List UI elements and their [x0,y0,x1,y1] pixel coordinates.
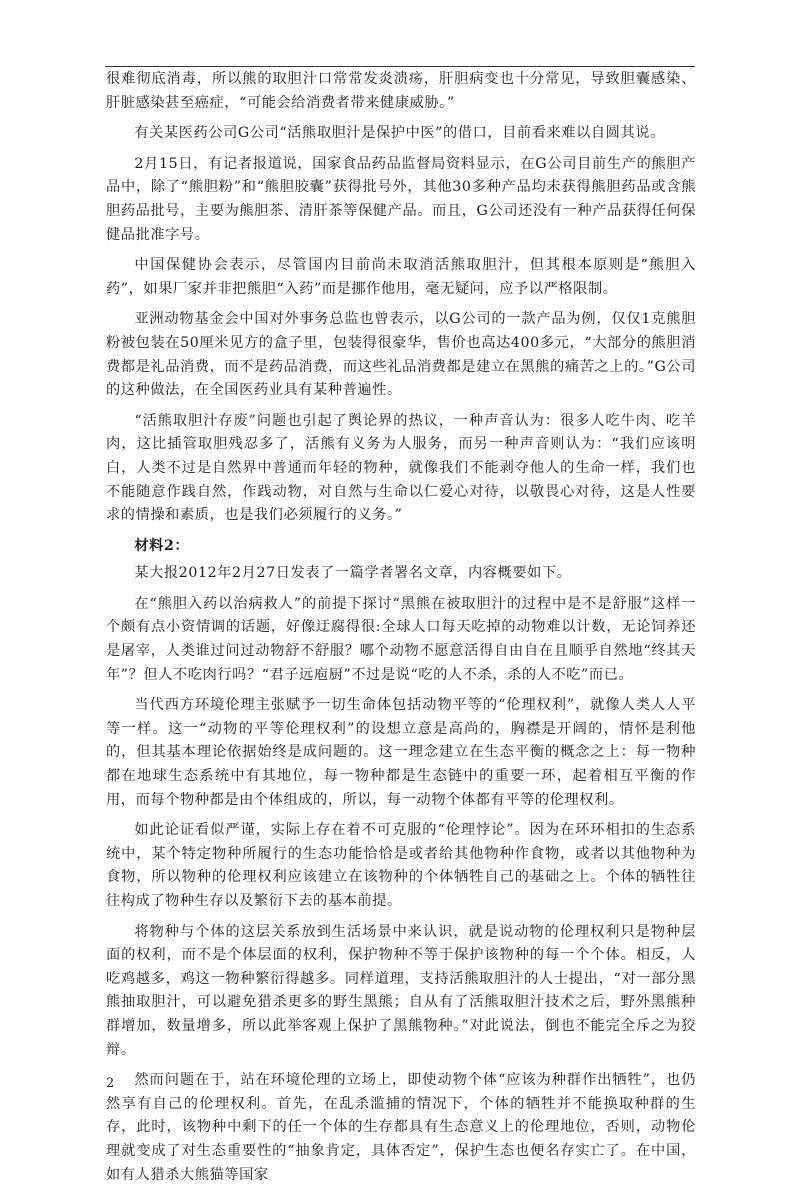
paragraph: 某大报2012年2月27日发表了一篇学者署名文章，内容概要如下。 [134,565,572,582]
header-rule [105,66,695,67]
paragraph: 中国保健协会表示，尽管国内目前尚未取消活熊取胆汁，但其根本原则是“熊胆入药”，如果厂家并非把熊胆“入药”而是挪作他用，毫无疑问，应予以严格限制。 [106,257,696,297]
paragraph: 亚洲动物基金会中国对外事务总监也曾表示，以G公司的一款产品为例，仅仅1克熊胆粉被包装在50厘米见方的盒子里，包装得很豪华，售价也高达400多元，“大部分的熊胆消费都是礼品消费，而不是药品消费，而这些礼品消费都是建立在黑熊的痛苦之上的。”G公司的这种做法，在全国医药业具有某种普遍性。 [106,311,696,399]
section-heading: 材料2： [134,537,190,554]
paragraph: 如此论证看似严谨，实际上存在着不可克服的“伦理悖论”。因为在环环相扣的生态系统中，某个特定物种所履行的生态功能恰恰是或者给其他物种作食物，或者以其他物种为食物，所以物种的伦理权利应该建立在该物种的个体牺牲自己的基础之上。个体的牺牲往往构成了物种生存以及繁衍下去的基本前提。 [106,822,696,909]
paragraph: 将物种与个体的这层关系放到生活场景中来认识，就是说动物的伦理权利只是物种层面的权利，而不是个体层面的权利，保护物种不等于保护该物种的每一个个体。相反，人吃鸡越多，鸡这一物种繁衍得越多。同样道理，支持活熊取胆汁的人士提出，“对一部分黑熊抽取胆汁，可以避免猎杀更多的野生黑熊；自从有了活熊取胆汁技术之后，野外黑熊种群增加，数量增多，所以此举客观上保护了黑熊物种。”对此说法，倒也不能完全斥之为狡辩。 [106,923,696,1058]
page-content [106,68,696,1194]
page-number: 2 [106,1076,115,1091]
paragraph: 有关某医药公司G公司“活熊取胆汁是保护中医”的借口，目前看来难以自圆其说。 [134,125,665,142]
paragraph: 很难彻底消毒，所以熊的取胆汁口常常发炎溃疡，肝胆病变也十分常见，导致胆囊感染、肝脏感染甚至癌症，“可能会给消费者带来健康威胁。” [106,71,696,111]
paragraph: 当代西方环境伦理主张赋予一切生命体包括动物平等的“伦理权利”，就像人类人人平等一样。这一“动物的平等伦理权利”的设想立意是高尚的，胸襟是开阔的，情怀是利他的，但其基本理论依据始终是成问题的。这一理念建立在生态平衡的概念之上：每一物种都在地球生态系统中有其地位，每一物种都是生态链中的重要一环，起着相互平衡的作用，而每个物种都是由个体组成的，所以，每一动物个体都有平等的伦理权利。 [106,697,696,808]
paragraph: 然而问题在于，站在环境伦理的立场上，即使动物个体“应该为种群作出牺牲”，也仍然享有自己的伦理权利。首先，在乱杀滥捕的情况下，个体的牺牲并不能换取种群的生存，此时，该物种中剩下的任一个体的生存都具有生态意义上的伦理地位，否则，动物伦理就变成了对生态重要性的“抽象肯定，具体否定”，保护生态也便名存实亡了。在中国，如有人猎杀大熊猫等国家 [106,1072,696,1183]
paragraph: 在“熊胆入药以治病救人”的前提下探讨“黑熊在被取胆汁的过程中是不是舒服”这样一个颇有点小资情调的话题，好像迂腐得很:全球人口每天吃掉的动物难以计数，无论饲养还是屠宰，人类谁过问过动物舒不舒服？哪个动物不愿意活得自由自在且顺乎自然地“终其天年”？但人不吃肉行吗？“君子远庖厨”不过是说“吃的人不杀，杀的人不吃”而已。 [106,595,696,683]
paragraph: “活熊取胆汁存废”问题也引起了舆论界的热议，一种声音认为：很多人吃牛肉、吃羊肉，这比插管取胆残忍多了，活熊有义务为人服务，而另一种声音则认为：“我们应该明白，人类不过是自然界中普通而年轻的物种，就像我们不能剥夺他人的生命一样，我们也不能随意作践自然，作践动物，对自然与生命以仁爱心对待，以敬畏心对待，这是人性要求的情操和素质，也是我们必须履行的义务。” [106,412,696,524]
paragraph: 2月15日，有记者报道说，国家食品药品监督局资料显示，在G公司目前生产的熊胆产品中，除了“熊胆粉”和“熊胆胶囊”获得批号外，其他30多种产品均未获得熊胆药品或含熊胆药品批号，主要为熊胆茶、清肝茶等保健产品。而且，G公司还没有一种产品获得任何保健品批准字号。 [106,155,696,243]
